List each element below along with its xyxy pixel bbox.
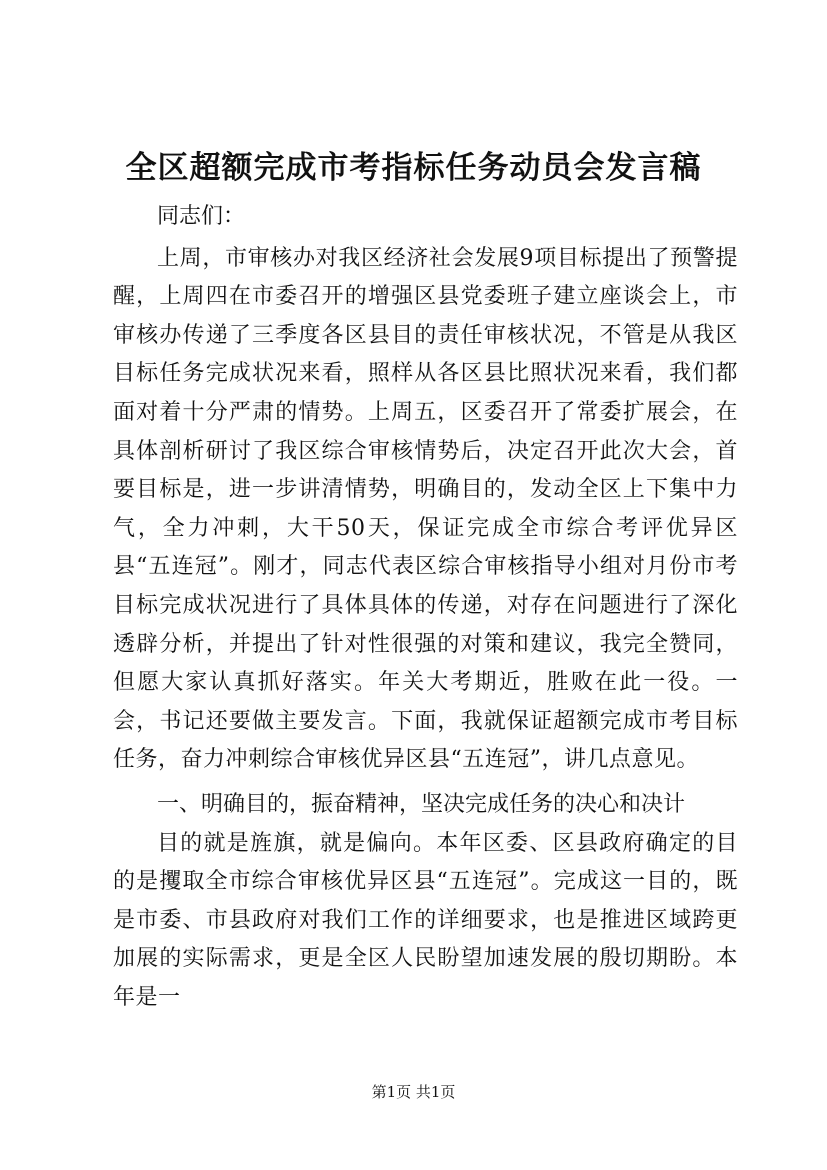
document-title: 全区超额完成市考指标任务动员会发言稿 xyxy=(125,150,702,186)
greeting: 同志们： xyxy=(157,204,246,229)
body-paragraph: 上周，市审核办对我区经济社会发展9项目标提出了预警提醒，上周四在市委召开的增强区县党委班子建立座谈会上，市审核办传递了三季度各区县目的责任审核状况，不管是从我区目标任务完成状况来看，照样从各区县比照状况来看，我们都面对着十分严肃的情势。上周五，区委召开了常委扩展会，在具体剖析研讨了我区综合审核情势后，决定召开此次大会，首要目标是，进一步讲清情势，明确目的，发动全区上下集中力气，全力冲刺，大干50天，保证完成全市综合考评优异区县“五连冠”。刚才，同志代表区综合审核指导小组对月份市考目标完成状况进行了具体具体的传递，对存在问题进行了深化透辟分析，并提出了针对性很强的对策和建议，我完全赞同，但愿大家认真抓好落实。年关大考期近，胜败在此一役。一会，书记还要做主要发言。下面，我就保证超额完成市考目标任务，奋力冲刺综合审核优异区县“五连冠”，讲几点意见。 xyxy=(113,245,738,773)
section-paragraph: 目的就是旌旗，就是偏向。本年区委、区县政府确定的目的是攫取全市综合审核优异区县“五连冠”。完成这一目的，既是市委、市县政府对我们工作的详细要求，也是推进区域跨更加展的实际需求，更是全区人民盼望加速发展的殷切期盼。本年是一 xyxy=(113,830,738,1010)
section-heading: 一、明确目的，振奋精神，坚决完成任务的决心和决计 xyxy=(157,791,686,817)
page-footer: 第1页 共1页 xyxy=(371,1083,456,1101)
document-body xyxy=(113,198,738,1017)
